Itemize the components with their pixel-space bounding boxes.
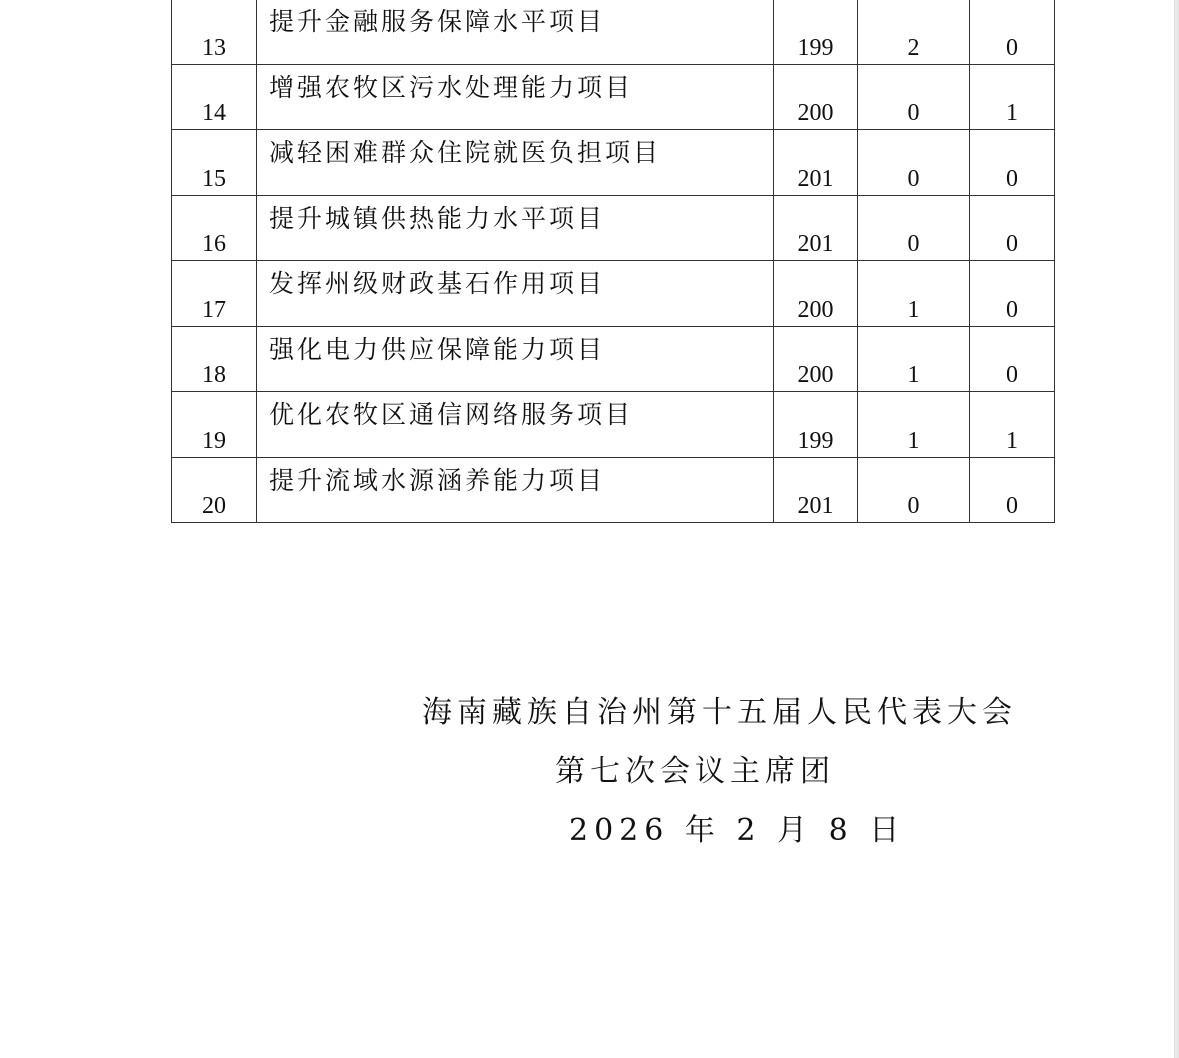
abstain-count: 1 xyxy=(970,392,1055,458)
against-count: 0 xyxy=(858,457,970,523)
against-count: 1 xyxy=(858,261,970,327)
table-row xyxy=(172,392,1055,458)
signature-session: 第七次会议主席团 xyxy=(555,754,835,789)
against-count: 0 xyxy=(858,130,970,196)
row-number: 16 xyxy=(172,195,257,261)
project-name: 优化农牧区通信网络服务项目 xyxy=(257,392,774,458)
agree-count: 201 xyxy=(774,195,858,261)
project-name: 提升金融服务保障水平项目 xyxy=(257,0,774,64)
row-number: 13 xyxy=(172,0,257,64)
signature-date: 2026 年 2 月 8 日 xyxy=(569,813,906,848)
table-row xyxy=(172,457,1055,523)
against-count: 0 xyxy=(858,195,970,261)
abstain-count: 0 xyxy=(970,457,1055,523)
against-count: 1 xyxy=(858,326,970,392)
row-number: 17 xyxy=(172,261,257,327)
row-number: 19 xyxy=(172,392,257,458)
project-name: 增强农牧区污水处理能力项目 xyxy=(257,64,774,130)
agree-count: 201 xyxy=(774,457,858,523)
abstain-count: 0 xyxy=(970,195,1055,261)
agree-count: 200 xyxy=(774,64,858,130)
table-row xyxy=(172,195,1055,261)
project-name: 发挥州级财政基石作用项目 xyxy=(257,261,774,327)
signature-organization: 海南藏族自治州第十五届人民代表大会 xyxy=(422,695,1017,730)
table-row xyxy=(172,64,1055,130)
agree-count: 201 xyxy=(774,130,858,196)
abstain-count: 0 xyxy=(970,0,1055,64)
project-name: 提升流域水源涵养能力项目 xyxy=(257,457,774,523)
table-row xyxy=(172,130,1055,196)
page-edge xyxy=(1174,0,1179,1058)
vote-results-table xyxy=(171,0,1055,523)
agree-count: 200 xyxy=(774,326,858,392)
table-row xyxy=(172,261,1055,327)
against-count: 1 xyxy=(858,392,970,458)
abstain-count: 0 xyxy=(970,326,1055,392)
row-number: 15 xyxy=(172,130,257,196)
against-count: 0 xyxy=(858,64,970,130)
row-number: 20 xyxy=(172,457,257,523)
project-name: 强化电力供应保障能力项目 xyxy=(257,326,774,392)
row-number: 18 xyxy=(172,326,257,392)
row-number: 14 xyxy=(172,64,257,130)
against-count: 2 xyxy=(858,0,970,64)
agree-count: 199 xyxy=(774,392,858,458)
table-row xyxy=(172,326,1055,392)
abstain-count: 1 xyxy=(970,64,1055,130)
agree-count: 199 xyxy=(774,0,858,64)
table-row xyxy=(172,0,1055,64)
vote-results-body xyxy=(172,0,1055,523)
agree-count: 200 xyxy=(774,261,858,327)
abstain-count: 0 xyxy=(970,130,1055,196)
abstain-count: 0 xyxy=(970,261,1055,327)
project-name: 减轻困难群众住院就医负担项目 xyxy=(257,130,774,196)
project-name: 提升城镇供热能力水平项目 xyxy=(257,195,774,261)
